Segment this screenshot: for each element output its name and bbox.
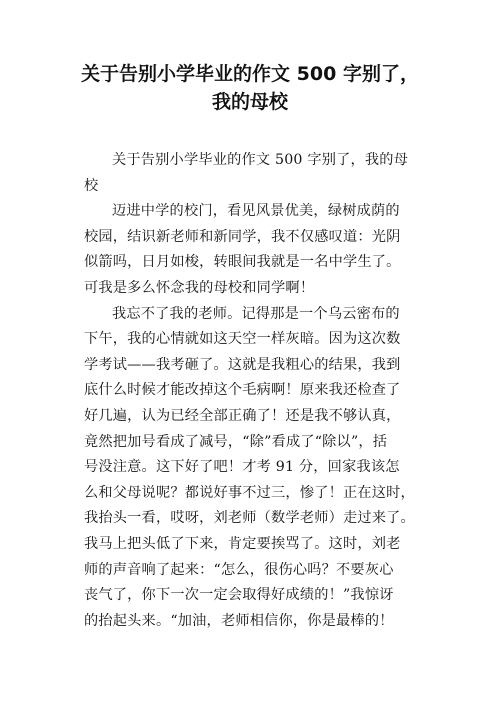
text-line: 竟然把加号看成了减号，“除”看成了“除以”，括 — [84, 433, 388, 450]
document-title — [70, 60, 430, 116]
text-line: 师的声音响了起来：“怎么，很伤心吗？不要灰心 — [84, 561, 394, 578]
text-line: 我忘不了我的老师。记得那是一个乌云密布的 — [112, 305, 400, 322]
text-line: 好几遍，认为已经全部正确了！还是我不够认真， — [84, 407, 401, 424]
text-line: 我马上把头低了下来，肯定要挨骂了。这时，刘老 — [84, 535, 401, 552]
text-line: 丧气了，你下一次一定会取得好成绩的！”我惊讶 — [84, 587, 394, 604]
text-line: 么和父母说呢？都说好事不过三，惨了！正在这时， — [84, 484, 415, 501]
text-line: 号没注意。这下好了吧！才考 91 分，回家我该怎 — [84, 459, 400, 476]
text-line: 我抬头一看，哎呀，刘老师（数学老师）走过来了。 — [84, 510, 415, 527]
text-line: 学考试——我考砸了。这就是我粗心的结果，我到 — [84, 356, 401, 373]
text-line: 下午，我的心情就如这天空一样灰暗。因为这次数 — [84, 331, 401, 348]
title-line-2: 我的母校 — [211, 91, 288, 113]
text-line: 的抬起头来。“加油，老师相信你，你是最棒的！ — [84, 612, 394, 629]
text-line: 关于告别小学毕业的作文 500 字别了，我的母 — [112, 152, 409, 168]
text-line: 可我是多么怀念我的母校和同学啊！ — [84, 279, 315, 296]
text-line: 迈进中学的校门，看见风景优美，绿树成荫的 — [112, 203, 400, 220]
text-line: 校园，结识新老师和新同学，我不仅感叹道：光阴 — [84, 228, 401, 245]
title-line-1: 关于告别小学毕业的作文 500 字别了， — [81, 63, 419, 85]
text-line: 似箭吗，日月如梭，转眼间我就是一名中学生了。 — [84, 254, 401, 271]
text-line: 底什么时候才能改掉这个毛病啊！原来我还检查了 — [84, 382, 401, 399]
document-body — [84, 148, 434, 634]
text-line: 校 — [84, 177, 99, 194]
